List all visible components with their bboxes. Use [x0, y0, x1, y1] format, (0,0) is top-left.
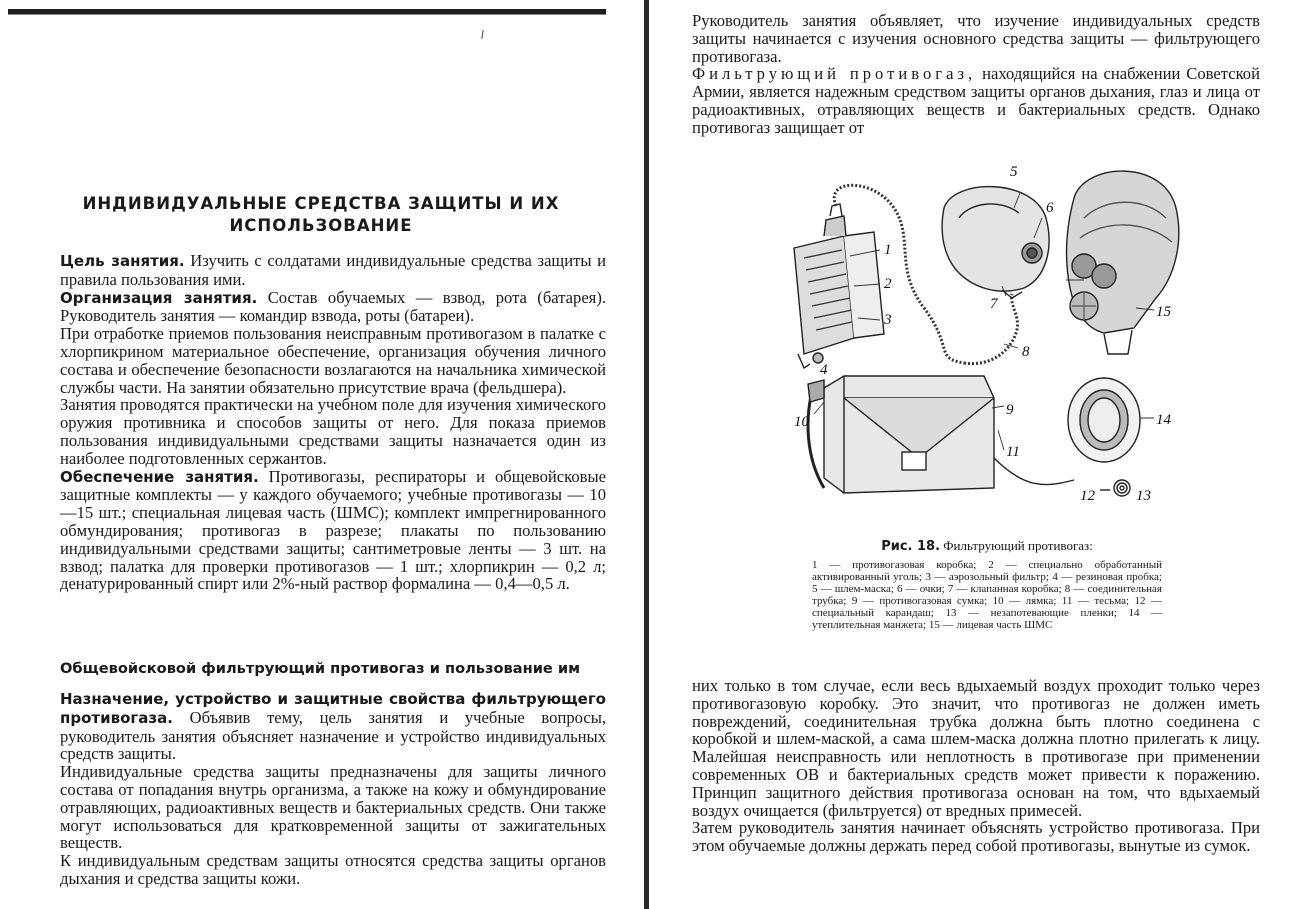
figure-legend: 1 — противогазовая коробка; 2 — специально обработанный активированный уголь; 3 — аэрозольный фильтр; 4 — резиновая пробка; 5 — шлем-маска; 6 — очки; 7 — клапанная коробка; 8 — соединительная трубка; 9 — противогазовая сумка; 10 — лямка; 11 — тесьма; 12 — специальный карандаш; 13 — незапотевающие пленки; 14 — утеплительная манжета; 15 — лицевая часть ШМС: [812, 559, 1162, 631]
include-paragraph: К индивидуальным средствам защиты относятся средства защиты органов дыхания и средства защиты кожи.: [60, 851, 606, 888]
bag-drawing: [808, 376, 1074, 493]
practice-paragraph: При отработке приемов пользования неисправным противогазом в палатке с хлорпикрином материальное обеспечение, организация обучения личного состава и обеспечение безопасности возлагаются на начальника химической службы части. На занятии обязательно присутствие врача (фельдшера).: [60, 324, 606, 397]
purpose-text: Объявив тему, цель занятия и учебные вопросы, руководитель занятия объясняет назначение и устройство индивидуальных средств защиты.: [60, 707, 606, 764]
callout-11: 11: [1006, 444, 1020, 460]
purpose-block: [60, 690, 606, 888]
figure-caption-name: Фильтрующий противогаз:: [940, 538, 1093, 553]
cuff-drawing: [1068, 378, 1140, 462]
purpose-paragraph: [60, 690, 606, 763]
callout-15: 15: [1156, 304, 1171, 320]
chapter-title: [60, 193, 582, 237]
callout-9: 9: [1006, 402, 1014, 418]
filter-text: находящийся на снабжении Советской Армии, является надежным средством защиты органов дыхания, глаз и лица от радиоактивных, отравляющих веществ и бактериальных средств. Однако противогаз защищает от: [692, 64, 1260, 137]
goal-lead: Цель занятия.: [60, 252, 185, 270]
callout-8: 8: [1022, 344, 1030, 360]
canister-drawing: [794, 204, 884, 368]
left-page: [0, 0, 640, 909]
callout-6: 6: [1046, 200, 1054, 216]
callout-12: 12: [1080, 488, 1095, 504]
callout-7: 7: [990, 296, 998, 312]
goal-text: Изучить с солдатами индивидуальные средства защиты и правила пользования ими.: [60, 251, 606, 289]
org-text: Состав обучаемых — взвод, рота (батарея). Руководитель занятия — командир взвода, роты (батареи).: [60, 287, 606, 326]
page-gutter: [644, 0, 649, 909]
org-lead: Организация занятия.: [60, 288, 258, 307]
gas-mask-figure: [784, 158, 1184, 518]
section-heading: Общевойсковой фильтрующий противогаз и пользование им: [60, 660, 581, 677]
helmet-mask-drawing: [942, 187, 1049, 298]
purpose-lead: Назначение, устройство и защитные свойства фильтрующего противогаза.: [60, 690, 606, 727]
intro-paragraph: Руководитель занятия объявляет, что изучение индивидуальных средств защиты начинается с изучения основного средства защиты — фильтрующего противогаза.: [692, 11, 1260, 66]
right-bottom-block: [692, 677, 1260, 855]
figure-number: Рис. 18.: [881, 539, 941, 554]
right-top-block: [692, 12, 1260, 137]
continue-paragraph: них только в том случае, если весь вдыхаемый воздух проходит только через противогазовую коробку. Это значит, что противогаз не должен иметь повреждений, соединительная трубка должна быть плотно соединена с коробкой и шлем-маской, а сама шлем-маска должна плотно прилегать к лицу. Малейшая неисправность или неплотность в противогазе при применении современных ОВ и бактериальных средств может привести к поражению. Принцип защитного действия противогаза основан на том, что вдыхаемый воздух очищается (фильтруется) от вредных примесей.: [692, 676, 1260, 820]
callout-13: 13: [1136, 488, 1151, 504]
supply-lead: Обеспечение занятия.: [60, 467, 259, 486]
field-paragraph: Занятия проводятся практически на учебном поле для изучения химического оружия противника и способов защиты от него. Для показа приемов пользования индивидуальными средствами защиты назначается один из наиболее подготовленных сержантов.: [60, 395, 606, 468]
callout-3: 3: [884, 312, 892, 328]
figure-caption: [812, 538, 1162, 631]
callout-14: 14: [1156, 412, 1171, 428]
filter-lead: Фильтрующий противогаз,: [692, 64, 977, 84]
lesson-block: [60, 252, 606, 593]
supply-text: Противогазы, респираторы и общевойсковые защитные комплекты — у каждого обучаемого; учебные противогазы — 10—15 шт.; специальная лицевая часть (ШМС); комплект импрегнированного обмундирования; противогаз в разрезе; плакаты по пользованию индивидуальными средствами защиты; сантиметровые ленты — 3 шт. на взвод; палатка для проверки противогазов — 1 шт.; хлорпикрин — 0,2 л; денатурированный спирт или 2%-ный раствор формалина — 0,4—0,5 л.: [60, 466, 606, 594]
means-paragraph: Индивидуальные средства защиты предназначены для защиты личного состава от попадания внутрь организма, а также на кожу и обмундирование отравляющих, радиоактивных веществ и бактериальных средств. Они также могут использоваться для кратковременной защиты от зажигательных веществ.: [60, 762, 606, 853]
figure-caption-title: [812, 538, 1162, 555]
callout-10: 10: [794, 414, 809, 430]
pencil-drawing: [1100, 480, 1130, 496]
chapter-title-line2: ИСПОЛЬЗОВАНИЕ: [229, 216, 413, 235]
callout-1: 1: [884, 242, 892, 258]
goal-paragraph: [60, 252, 606, 289]
top-rule: [8, 9, 606, 15]
org-paragraph: [60, 289, 606, 326]
stray-mark: [481, 30, 483, 39]
face-part-drawing: [1067, 171, 1179, 354]
callout-4: 4: [820, 362, 828, 378]
right-page: [652, 0, 1292, 909]
filter-paragraph: [692, 65, 1260, 136]
supply-paragraph: [60, 468, 606, 594]
then-paragraph: Затем руководитель занятия начинает объяснять устройство противогаза. При этом обучаемые должны держать перед собой противогазы, вынутые из сумок.: [692, 818, 1260, 856]
chapter-title-line1: ИНДИВИДУАЛЬНЫЕ СРЕДСТВА ЗАЩИТЫ И ИХ: [82, 194, 560, 213]
callout-5: 5: [1010, 164, 1018, 180]
callout-2: 2: [884, 276, 892, 292]
